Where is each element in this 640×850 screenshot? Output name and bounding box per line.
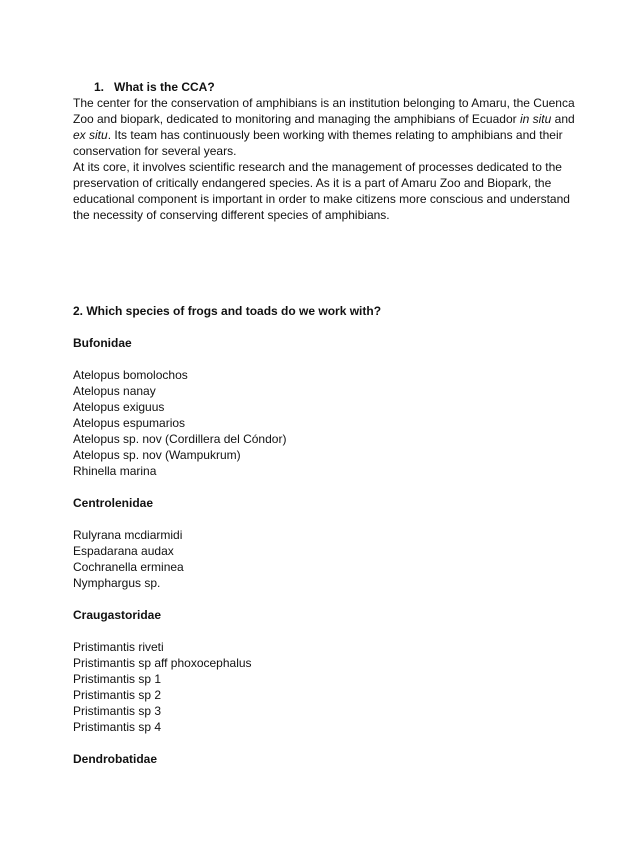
species-item: Pristimantis sp 3 [73, 704, 162, 718]
paragraph-line [73, 111, 593, 127]
species-item: Atelopus sp. nov (Cordillera del Cóndor) [73, 432, 287, 446]
family-heading-bufonidae: Bufonidae [73, 336, 132, 350]
species-item: Atelopus exiguus [73, 400, 165, 414]
species-item: Rulyrana mcdiarmidi [73, 528, 183, 542]
species-item: Pristimantis sp 1 [73, 672, 162, 686]
section-spacer [73, 223, 593, 303]
paragraph-line: conservation for several years. [73, 144, 237, 158]
section-1-title: What is the CCA? [114, 80, 215, 94]
paragraph-line: the necessity of conserving different species of amphibians. [73, 208, 390, 222]
species-item: Cochranella erminea [73, 560, 184, 574]
section-1-heading [73, 79, 593, 95]
section-1-paragraph-2 [73, 159, 593, 223]
species-item: Rhinella marina [73, 464, 157, 478]
section-2-heading: 2. Which species of frogs and toads do we work with? [73, 304, 382, 318]
family-heading-craugastoridae: Craugastoridae [73, 608, 162, 622]
species-list-craugastoridae [73, 639, 593, 735]
text-run: and [551, 112, 575, 126]
species-list-bufonidae [73, 367, 593, 479]
paragraph-line: At its core, it involves scientific research and the management of processes dedicated to the [73, 160, 562, 174]
species-item: Pristimantis sp aff phoxocephalus [73, 656, 252, 670]
paragraph-line: The center for the conservation of amphibians is an institution belonging to Amaru, the Cuenca [73, 96, 575, 110]
species-item: Pristimantis riveti [73, 640, 164, 654]
species-item: Espadarana audax [73, 544, 174, 558]
family-heading-dendrobatidae: Dendrobatidae [73, 752, 158, 766]
species-item: Atelopus nanay [73, 384, 156, 398]
paragraph-line [73, 127, 593, 143]
section-1-paragraph-1 [73, 95, 593, 159]
paragraph-line: educational component is important in order to make citizens more conscious and understand [73, 192, 570, 206]
species-item: Pristimantis sp 2 [73, 688, 162, 702]
species-list-centrolenidae [73, 527, 593, 591]
species-item: Atelopus sp. nov (Wampukrum) [73, 448, 241, 462]
species-item: Nymphargus sp. [73, 576, 161, 590]
text-run: Zoo and biopark, dedicated to monitoring and managing the amphibians of Ecuador [73, 112, 520, 126]
species-item: Pristimantis sp 4 [73, 720, 162, 734]
section-1-number: 1. [94, 80, 105, 94]
species-item: Atelopus bomolochos [73, 368, 188, 382]
text-run: . Its team has continuously been working with themes relating to amphibians and their [107, 128, 563, 142]
italic-term-ex-situ: ex situ [73, 128, 108, 142]
document-page [73, 79, 593, 767]
species-item: Atelopus espumarios [73, 416, 186, 430]
family-heading-centrolenidae: Centrolenidae [73, 496, 154, 510]
italic-term-in-situ: in situ [519, 112, 552, 126]
paragraph-line: preservation of critically endangered species. As it is a part of Amaru Zoo and Biopark, the [73, 176, 552, 190]
